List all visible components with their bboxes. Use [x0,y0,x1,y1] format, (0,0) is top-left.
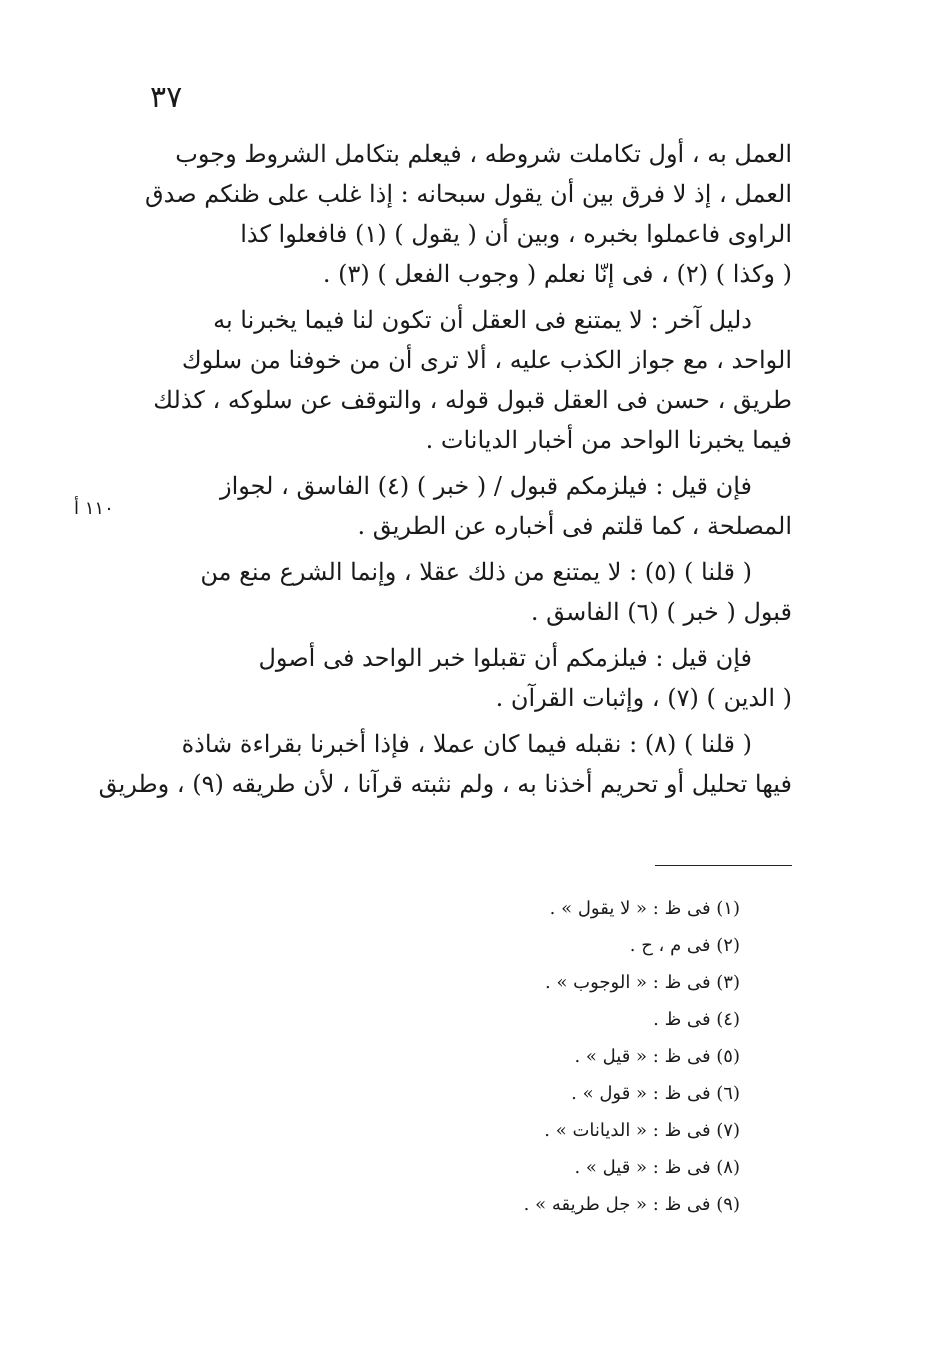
text-line: فيها تحليل أو تحريم أخذنا به ، ولم نثبته قرآنا ، لأن طريقه (٩) ، وطريق [98,770,792,798]
footnote: (٧) فى ظ : « الديانات » . [544,1120,740,1141]
text-line: فإن قيل : فيلزمكم أن تقبلوا خبر الواحد فى أصول [258,644,752,672]
text-line: قبول ( خبر ) (٦) الفاسق . [530,598,792,626]
paragraph [152,466,792,546]
text-line: العمل به ، أول تكاملت شروطه ، فيعلم بتكامل الشروط وجوب [175,140,792,168]
main-text [98,134,792,810]
text-line: طريق ، حسن فى العقل قبول قوله ، والتوقف عن سلوكه ، كذلك [153,386,792,414]
footnote: (٥) فى ظ : « قيل » . [574,1046,740,1067]
footnotes [420,890,740,1223]
text-line: ( قلنا ) (٨) : نقبله فيما كان عملا ، فإذا أخبرنا بقراءة شاذة [181,730,752,758]
text-line: العمل ، إذ لا فرق بين أن يقول سبحانه : إذا غلب على ظنكم صدق [145,180,792,208]
paragraph [145,134,792,294]
text-line: فيما يخبرنا الواحد من أخبار الديانات . [425,426,792,454]
text-line: ( قلنا ) (٥) : لا يمتنع من ذلك عقلا ، وإنما الشرع منع من [200,558,752,586]
text-line: المصلحة ، كما قلتم فى أخباره عن الطريق . [357,512,792,540]
footnote: (٢) فى م ، ح . [629,935,740,956]
footnote: (٩) فى ظ : « جل طريقه » . [523,1194,740,1215]
paragraph [152,552,792,632]
footnote: (١) فى ظ : « لا يقول » . [549,898,740,919]
paragraph [152,300,792,460]
footnote-divider [655,865,792,866]
text-line: الواحد ، مع جواز الكذب عليه ، ألا ترى أن من خوفنا من سلوك [181,346,792,374]
footnote: (٨) فى ظ : « قيل » . [574,1157,740,1178]
page-number: ٣٧ [150,80,183,115]
text-line: فإن قيل : فيلزمكم قبول / ( خبر ) (٤) الفاسق ، لجواز [220,472,752,500]
text-line: ( وكذا ) (٢) ، فى إنّا نعلم ( وجوب الفعل ) (٣) . [322,260,792,288]
text-line: ( الدين ) (٧) ، وإثبات القرآن . [495,684,792,712]
paragraph [152,638,792,718]
footnote: (٣) فى ظ : « الوجوب » . [545,972,740,993]
margin-folio-note: ١١٠ أ [74,498,114,519]
paragraph [98,724,792,804]
text-line: الراوى فاعملوا بخبره ، وبين أن ( يقول ) (١) فافعلوا كذا [240,220,792,248]
text-line: دليل آخر : لا يمتنع فى العقل أن تكون لنا فيما يخبرنا به [213,306,752,334]
footnote: (٦) فى ظ : « قول » . [571,1083,740,1104]
footnote: (٤) فى ظ . [653,1009,740,1030]
